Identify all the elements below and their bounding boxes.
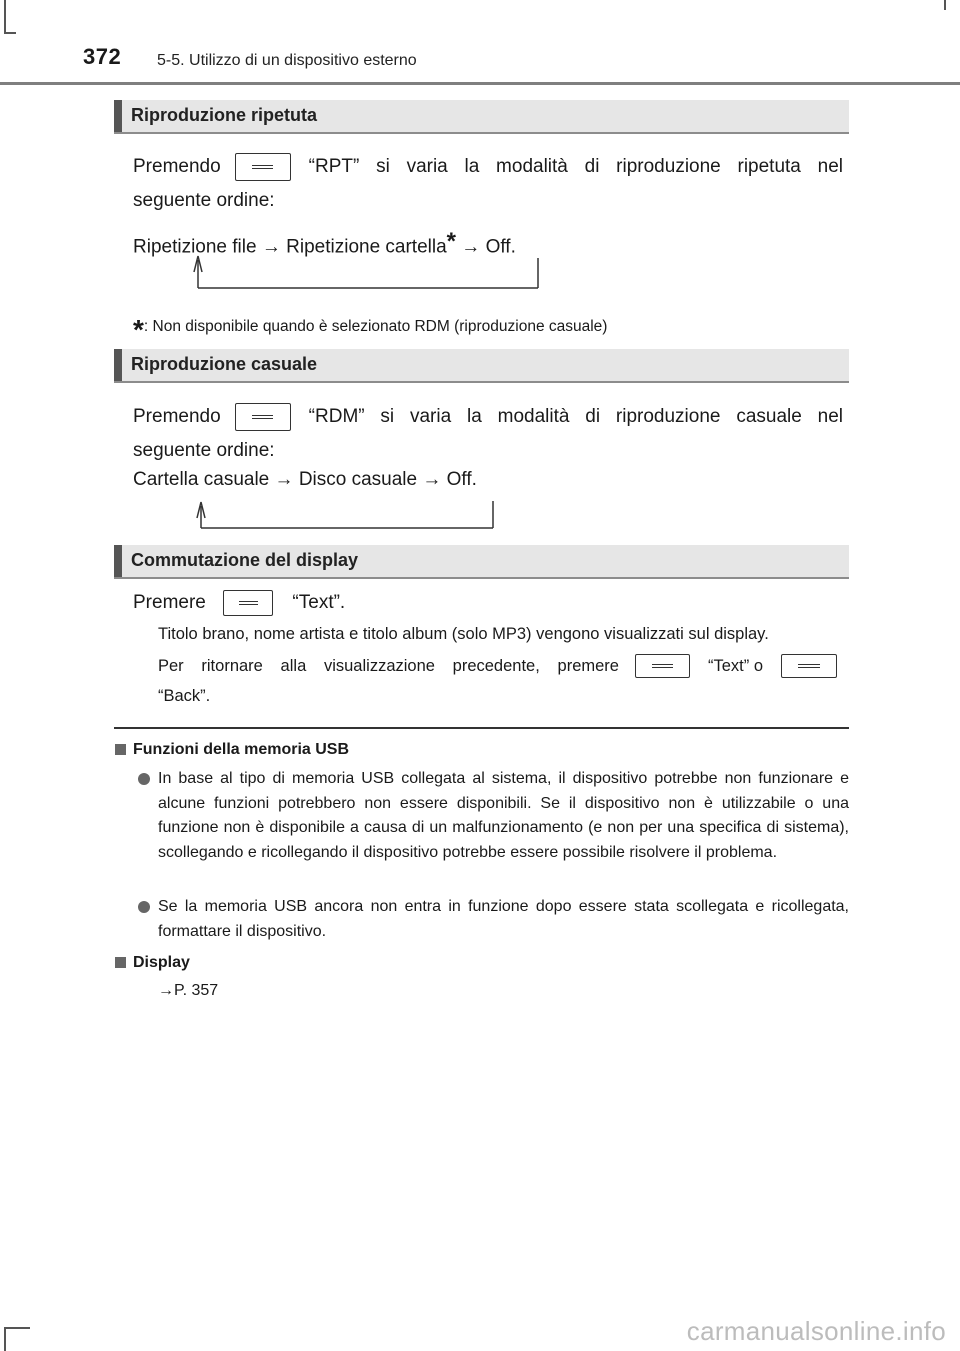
repeat-seq-item1: Ripetizione file (133, 236, 257, 258)
display-premere: Premere (133, 592, 206, 614)
display-note2 (158, 654, 837, 678)
crop-mark-bl-h (4, 1327, 30, 1329)
display-note2-mid: “Text” o (707, 656, 763, 675)
display-note2-end: “Back”. (158, 687, 211, 705)
square-bullet-icon (115, 744, 126, 755)
section-title-random: Riproduzione casuale (131, 354, 318, 374)
display-heading: Display (133, 954, 190, 971)
repeat-premendo: Premendo (133, 156, 221, 177)
asterisk-icon: * (446, 228, 457, 255)
text-button-icon[interactable] (223, 590, 273, 616)
arrow-icon: → (461, 236, 481, 258)
section-title-display: Commutazione del display (131, 550, 359, 570)
bullet-dot-icon (138, 773, 150, 785)
usb-heading: Funzioni della memoria USB (133, 741, 350, 758)
repeat-line1-text: “RPT” si varia la modalità di riproduzione ripetuta nel (308, 156, 843, 177)
back-button-icon[interactable] (781, 654, 837, 678)
crop-mark-bl-v (4, 1327, 6, 1351)
arrow-icon: → (274, 469, 294, 490)
random-line2: seguente ordine: (133, 440, 275, 461)
section-title-repeat: Riproduzione ripetuta (131, 105, 317, 125)
random-seq-item1: Cartella casuale (133, 469, 270, 490)
repeat-seq-item2: Ripetizione cartella (286, 236, 447, 258)
random-seq-item3: Off. (446, 469, 477, 490)
chapter-title: 5-5. Utilizzo di un dispositivo esterno (157, 52, 417, 69)
footnote-asterisk-icon: * (133, 314, 144, 345)
usb-bullet1: In base al tipo di memoria USB collegata al sistema, il dispositivo potrebbe non funzionare e alcune funzioni potrebbero non essere disponibili. Se il dispositivo non è utilizzabile o una funzione non è disponibile a causa di un malfunzionamento (e non per una specifica di sistema), scollegando e ricollegando il dispositivo potrebbe essere possibile risolvere il problema. (158, 770, 849, 861)
page-number: 372 (83, 44, 122, 69)
random-seq-item2: Disco casuale (298, 469, 418, 490)
display-line1 (133, 590, 345, 616)
usb-bullet2: Se la memoria USB ancora non entra in funzione dopo essere stata scollegata e ricollegata, formattare il dispositivo. (158, 898, 849, 940)
random-line1-text: “RDM” si varia la modalità di riproduzione casuale nel (308, 406, 843, 427)
section-divider (114, 727, 849, 729)
repeat-seq-item3: Off. (485, 236, 516, 258)
random-premendo: Premendo (133, 406, 221, 427)
display-page-ref[interactable]: →P. 357 (158, 982, 219, 999)
section-heading-display (114, 545, 849, 579)
square-bullet-icon (115, 957, 126, 968)
arrow-icon: → (422, 469, 442, 490)
arrow-icon: → (261, 236, 281, 258)
watermark: carmanualsonline.info (686, 1316, 946, 1346)
display-text-label: “Text”. (292, 592, 346, 614)
footnote-text: : Non disponibile quando è selezionato RDM (riproduzione casuale) (143, 318, 608, 335)
display-note1: Titolo brano, nome artista e titolo album (solo MP3) vengono visualizzati sul display. (158, 625, 769, 643)
repeat-line2: seguente ordine: (133, 190, 275, 211)
text-button-icon-2[interactable] (635, 654, 690, 678)
bullet-dot-icon (138, 901, 150, 913)
random-loop-arrow (0, 0, 960, 540)
display-note2-text: Per ritornare alla visualizzazione precedente, premere (158, 656, 619, 675)
